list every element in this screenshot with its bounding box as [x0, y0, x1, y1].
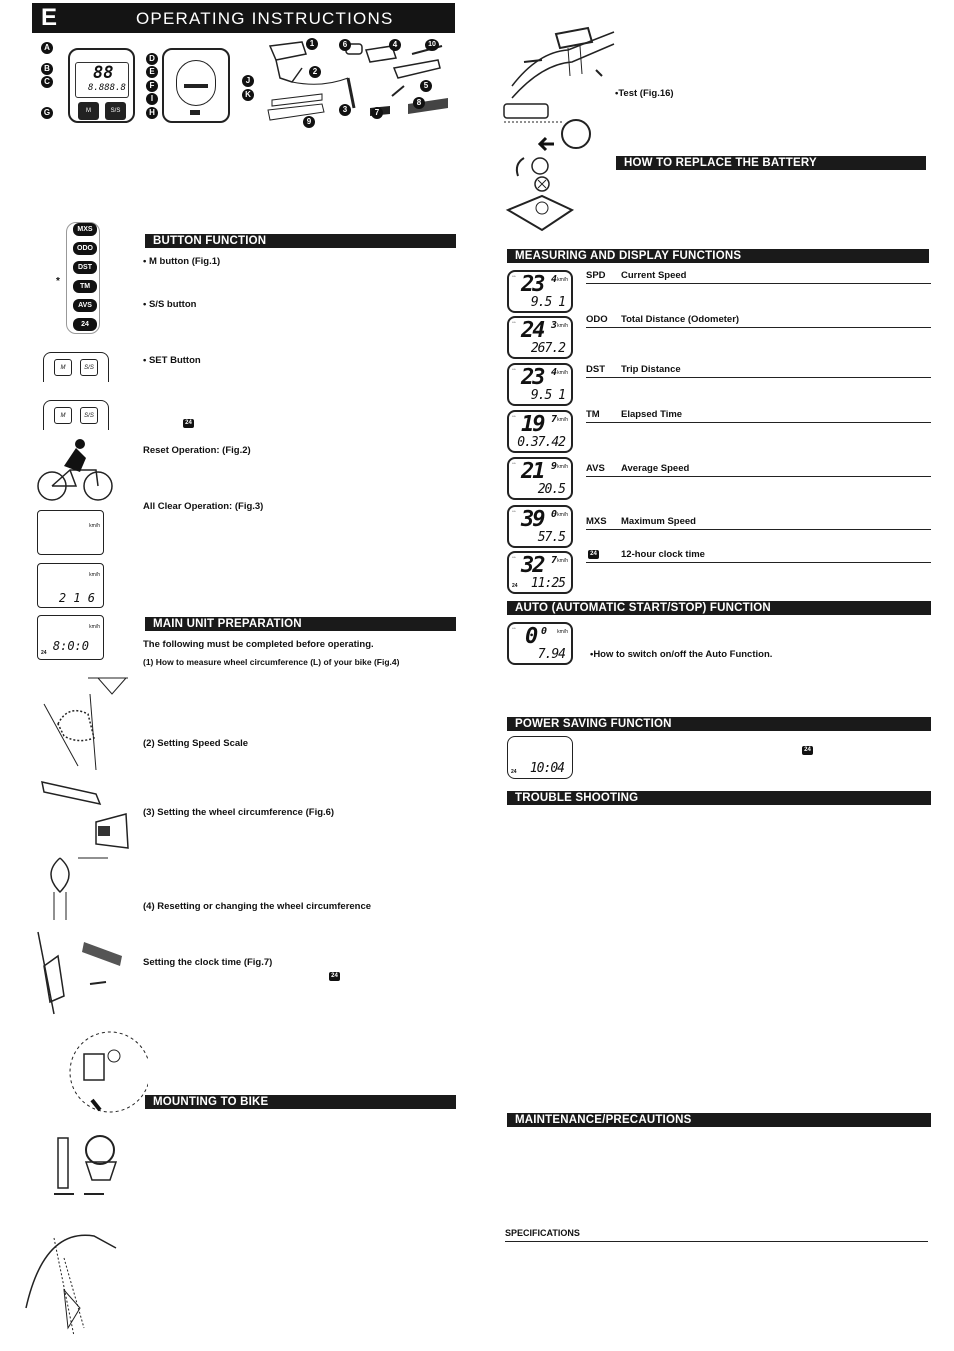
- part-letter-g: G: [41, 107, 53, 119]
- function-row-odo: [586, 314, 931, 328]
- part-letter-h: H: [146, 107, 158, 119]
- prep-step-3: (3) Setting the wheel circumference (Fig.6): [143, 807, 335, 818]
- unit-back-illustration: [162, 48, 230, 123]
- function-abbr: TM: [586, 409, 600, 420]
- part-number-3: 3: [339, 104, 351, 116]
- section-bar-measuring: MEASURING AND DISPLAY FUNCTIONS: [507, 249, 929, 263]
- function-row-dst: [586, 364, 931, 378]
- section-bar-power-saving: POWER SAVING FUNCTION: [507, 717, 931, 731]
- cyclist-illustration: [36, 436, 116, 502]
- function-lcd-1: ▫▫ 24 3 km/h 267.2: [507, 316, 573, 359]
- unit-front-illustration: [68, 48, 135, 123]
- function-lcd-6: ▫▫ 32 7 km/h 11:25 24: [507, 551, 573, 594]
- prep-step-2: (2) Setting Speed Scale: [143, 738, 249, 749]
- function-row-mxs: [586, 516, 931, 530]
- part-number-1: 1: [306, 38, 318, 50]
- all-clear-operation-label: All Clear Operation: (Fig.3): [143, 501, 264, 512]
- set-button-label: • SET Button: [143, 355, 201, 366]
- auto-switch-label: •How to switch on/off the Auto Function.: [590, 649, 773, 660]
- function-row-avs: [586, 463, 931, 477]
- clock-24-icon: 24: [183, 419, 194, 428]
- section-bar-trouble-shooting: TROUBLE SHOOTING: [507, 791, 931, 805]
- part-number-5: 5: [420, 80, 432, 92]
- mode-odo: ODO: [73, 242, 97, 255]
- function-abbr: MXS: [586, 516, 607, 527]
- prep-clock: Setting the clock time (Fig.7): [143, 957, 273, 968]
- parts-kit-illustration: [262, 38, 462, 128]
- function-name: Elapsed Time: [621, 409, 683, 420]
- clock-24-icon: 24: [329, 972, 340, 981]
- section-bar-maintenance: MAINTENANCE/PRECAUTIONS: [507, 1113, 931, 1127]
- mode-dst: DST: [73, 261, 97, 274]
- part-letter-e: E: [146, 66, 158, 78]
- specifications-label: SPECIFICATIONS: [505, 1228, 580, 1238]
- function-lcd-4: ▫▫ 21 9 km/h 20.5: [507, 457, 573, 500]
- function-name: Maximum Speed: [621, 516, 696, 527]
- blank-lcd: km/h: [37, 510, 104, 555]
- function-name: Trip Distance: [621, 364, 681, 375]
- mode-asterisk: *: [56, 276, 60, 287]
- section-bar-button-function: BUTTON FUNCTION: [145, 234, 456, 248]
- ss-button-label: • S/S button: [143, 299, 197, 310]
- header-banner: [32, 3, 455, 33]
- section-bar-mounting-to-bike: MOUNTING TO BIKE: [145, 1095, 456, 1109]
- clamp-illustration: [38, 852, 128, 922]
- mode-avs: AVS: [73, 299, 97, 312]
- part-number-8: 8: [413, 97, 425, 109]
- mode-mxs: MXS: [73, 223, 97, 236]
- specifications-heading: [505, 1228, 928, 1242]
- m-button-label: • M button (Fig.1): [143, 256, 221, 267]
- function-abbr: SPD: [586, 270, 606, 281]
- function-lcd-2: ▫▫ 23 4 km/h 9.5 1: [507, 363, 573, 406]
- prep-step-1: (1) How to measure wheel circumference (L) of your bike (Fig.4): [143, 657, 400, 667]
- part-letter-k: K: [242, 89, 254, 101]
- unit-ss-button: S/S: [105, 102, 126, 120]
- auto-lcd: ▫▫ 0 0 km/h 7.94: [507, 622, 573, 665]
- part-number-4: 4: [389, 39, 401, 51]
- part-number-6: 6: [339, 39, 351, 51]
- function-lcd-0: ▫▫ 23 4 km/h 9.5 1: [507, 270, 573, 313]
- function-row-spd: [586, 270, 931, 284]
- unit-display-small: 8.888.8: [88, 83, 126, 93]
- part-letter-c: C: [41, 76, 53, 88]
- part-letter-f: F: [146, 80, 158, 92]
- mode-tm: TM: [73, 280, 97, 293]
- part-letter-i: I: [146, 93, 158, 105]
- mode-clock: 24: [73, 318, 97, 331]
- bike-frame-illustration: [24, 1218, 124, 1338]
- bracket-mount-illustration: [508, 12, 618, 102]
- buttons-illustration-1: M S/S: [43, 352, 109, 382]
- function-abbr: ODO: [586, 314, 608, 325]
- lcd-value-216: km/h 2 1 6: [37, 563, 104, 608]
- part-number-9: 9: [303, 116, 315, 128]
- prep-intro: The following must be completed before operating.: [143, 639, 374, 650]
- page-title: OPERATING INSTRUCTIONS: [136, 9, 394, 28]
- function-lcd-5: ▫▫ 39 0 km/h 57.5: [507, 505, 573, 548]
- unit-m-button: M: [78, 102, 99, 120]
- fork-sensor-illustration: [38, 674, 138, 774]
- function-name: 12-hour clock time: [621, 549, 705, 560]
- function-row-24: [586, 549, 931, 563]
- function-abbr: AVS: [586, 463, 605, 474]
- language-letter: E: [41, 4, 58, 31]
- function-name: Average Speed: [621, 463, 690, 474]
- section-bar-main-unit-preparation: MAIN UNIT PREPARATION: [145, 617, 456, 631]
- lcd-value-blinking: km/h 8:0:0 24: [37, 615, 104, 660]
- function-row-tm: [586, 409, 931, 423]
- battery-replace-illustration: [502, 150, 582, 240]
- bracket-strap-illustration: [36, 774, 136, 854]
- prep-step-4: (4) Resetting or changing the wheel circumference: [143, 901, 372, 912]
- function-name: Current Speed: [621, 270, 687, 281]
- sensor-mount-illustration: [34, 926, 124, 1016]
- part-number-2: 2: [309, 66, 321, 78]
- part-number-10: 10: [425, 39, 439, 51]
- part-number-7: 7: [371, 107, 383, 119]
- section-bar-replace-battery: HOW TO REPLACE THE BATTERY: [616, 156, 926, 170]
- section-bar-auto: AUTO (AUTOMATIC START/STOP) FUNCTION: [507, 601, 931, 615]
- reset-operation-label: Reset Operation: (Fig.2): [143, 445, 251, 456]
- wheel-magnet-illustration: [58, 1020, 148, 1120]
- power-saving-lcd: 24 10:04: [507, 736, 573, 779]
- part-letter-j: J: [242, 75, 254, 87]
- function-name: Total Distance (Odometer): [621, 314, 740, 325]
- part-letter-a: A: [41, 42, 53, 54]
- test-label: •Test (Fig.16): [615, 88, 674, 99]
- function-abbr: DST: [586, 364, 605, 375]
- buttons-illustration-2: M S/S: [43, 400, 109, 430]
- function-lcd-3: ▫▫ 19 7 km/h 0.37.42: [507, 410, 573, 453]
- unit-display-big: 88: [93, 63, 114, 83]
- clock-24-icon: 24: [802, 746, 813, 755]
- clock-24-icon: 24: [588, 550, 599, 559]
- part-letter-b: B: [41, 63, 53, 75]
- part-letter-d: D: [146, 53, 158, 65]
- sensor-alignment-illustration: [40, 1128, 130, 1208]
